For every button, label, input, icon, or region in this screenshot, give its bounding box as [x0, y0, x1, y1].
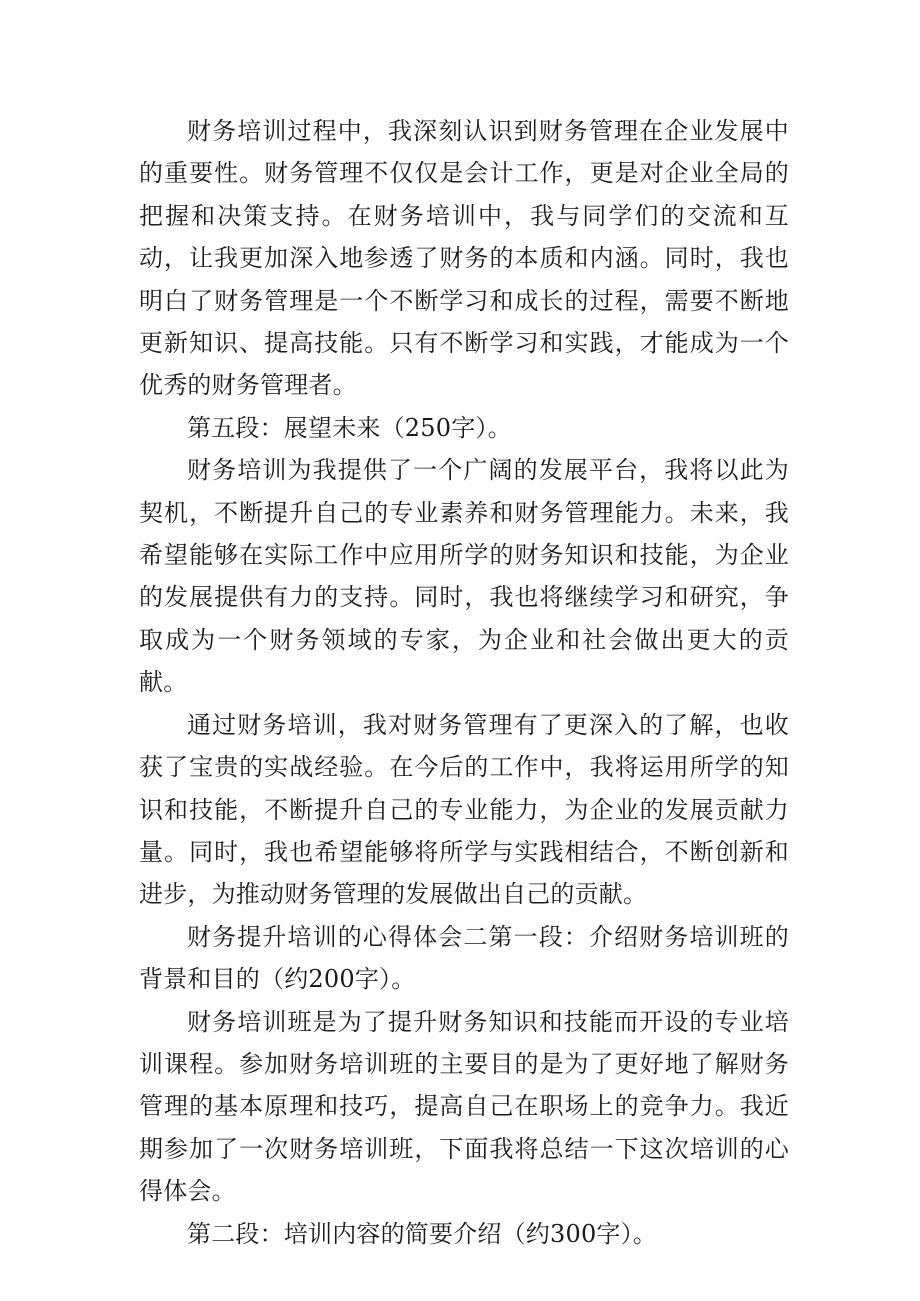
- document-body: [139, 110, 789, 1255]
- paragraph-conclusion: 通过财务培训，我对财务管理有了更深入的了解，也收获了宝贵的实战经验。在今后的工作中，我将运用所学的知识和技能，不断提升自己的专业能力，为企业的发展贡献力量。同时，我也希望能够将所学与实践相结合，不断创新和进步，为推动财务管理的发展做出自己的贡献。: [139, 710, 789, 909]
- heading-section-two: 第二段：培训内容的简要介绍（约300字）。: [187, 1219, 658, 1248]
- heading-section-five: 第五段：展望未来（250字）。: [187, 413, 512, 442]
- heading-part-two-section-one: 财务提升培训的心得体会二第一段：介绍财务培训班的背景和目的（约200字）。: [139, 922, 789, 994]
- paragraph-future: 财务培训为我提供了一个广阔的发展平台，我将以此为契机，不断提升自己的专业素养和财务管理能力。未来，我希望能够在实际工作中应用所学的财务知识和技能，为企业的发展提供有力的支持。同时，我也将继续学习和研究，争取成为一个财务领域的专家，为企业和社会做出更大的贡献。: [139, 456, 789, 697]
- paragraph-reflection: 财务培训过程中，我深刻认识到财务管理在企业发展中的重要性。财务管理不仅仅是会计工作，更是对企业全局的把握和决策支持。在财务培训中，我与同学们的交流和互动，让我更加深入地参透了财务的本质和内涵。同时，我也明白了财务管理是一个不断学习和成长的过程，需要不断地更新知识、提高技能。只有不断学习和实践，才能成为一个优秀的财务管理者。: [139, 117, 789, 400]
- paragraph-training-purpose: 财务培训班是为了提升财务知识和技能而开设的专业培训课程。参加财务培训班的主要目的是为了更好地了解财务管理的基本原理和技巧，提高自己在职场上的竞争力。我近期参加了一次财务培训班，下面我将总结一下这次培训的心得体会。: [139, 1007, 789, 1206]
